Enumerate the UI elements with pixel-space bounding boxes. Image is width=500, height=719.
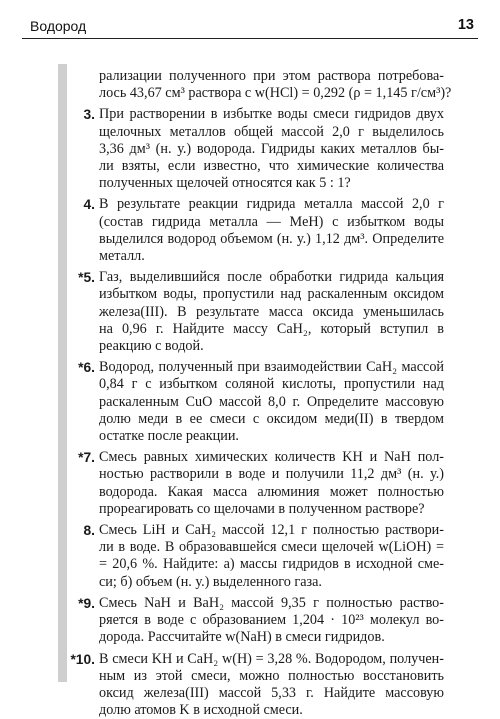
text-line: на 0,96 г. Найдите массу CaH₂, который вступил в: [99, 321, 444, 338]
problem-number: 8.: [44, 522, 95, 539]
text-line: Водород, полученный при взаимодействии CaH₂ массой: [99, 359, 444, 376]
text-line: (состав гидрида металла — MeH) с избытком воды: [99, 214, 444, 231]
text-line: избытком воды, пропустили над раскаленным оксидом: [99, 286, 444, 303]
text-line: ряется в воде с образованием 1,204 · 10²³ молекул во-: [99, 612, 444, 629]
text-line: водорода. Какая масса алюминия может полностью: [99, 484, 444, 501]
problem-number: *10.: [44, 651, 95, 668]
problem-number: *5.: [44, 269, 95, 286]
text-line: си; б) объем (н. у.) выделенного газа.: [99, 574, 444, 591]
page-number: 13: [458, 17, 474, 33]
text-line: ли взяты, если известно, что химические количества: [99, 158, 444, 175]
problem-2-continuation: [44, 68, 444, 102]
problem-list: [44, 68, 444, 719]
text-line: выделился водород объемом (н. у.) 1,12 дм³. Определите: [99, 231, 444, 248]
text-line: 0,84 г с избытком соляной кислоты, пропустили над: [99, 376, 444, 393]
text-line: Газ, выделившийся после обработки гидрида кальция: [99, 269, 444, 286]
text-line: При растворении в избытке воды смеси гидридов двух: [99, 106, 444, 123]
text-line: = 20,6 %. Найдите: а) массы гидридов в исходной сме-: [99, 556, 444, 573]
text-line: дорода. Рассчитайте w(NaH) в смеси гидридов.: [99, 629, 444, 646]
text-line: прореагировать со щелочами в полученном растворе?: [99, 501, 444, 518]
text-line: рализации полученного при этом раствора потребова-: [99, 68, 444, 85]
problem-4: [44, 196, 444, 265]
text-line: лось 43,67 см³ раствора с w(HCl) = 0,292 (ρ = 1,145 г/см³)?: [99, 85, 444, 102]
problem-6: [44, 359, 444, 445]
page-header: [22, 8, 478, 39]
text-line: 3,36 дм³ (н. у.) водорода. Гидриды каких металлов бы-: [99, 141, 444, 158]
text-line: полученных щелочей относятся как 5 : 1?: [99, 175, 444, 192]
text-line: железа(III). В результате масса оксида уменьшилась: [99, 304, 444, 321]
text-line: Смесь равных химических количеств KH и NaH пол-: [99, 449, 444, 466]
problem-5: [44, 269, 444, 355]
text-line: ностью растворили в воде и получили 11,2 дм³ (н. у.): [99, 466, 444, 483]
text-line: раскаленным CuO массой 8,0 г. Определите массовую: [99, 394, 444, 411]
problem-number: 4.: [44, 196, 95, 213]
text-line: В результате реакции гидрида металла массой 2,0 г: [99, 196, 444, 213]
text-line: долю меди в ее смеси с оксидом меди(II) в твердом: [99, 411, 444, 428]
text-line: В смеси KH и CaH₂ w(H) = 3,28 %. Водородом, получен-: [99, 651, 444, 668]
text-line: остатке после реакции.: [99, 428, 444, 445]
text-line: Смесь LiH и CaH₂ массой 12,1 г полностью раствори-: [99, 522, 444, 539]
text-line: долю атомов K в исходной смеси.: [99, 702, 444, 719]
text-line: щелочных металлов общей массой 2,0 г выделилось: [99, 124, 444, 141]
problem-3: [44, 106, 444, 192]
problem-number: *6.: [44, 359, 95, 376]
running-title: Водород: [30, 18, 86, 34]
problem-8: [44, 522, 444, 591]
text-line: реакцию с водой.: [99, 338, 444, 355]
problem-number: 3.: [44, 106, 95, 123]
problem-number: *7.: [44, 449, 95, 466]
text-line: Смесь NaH и BaH₂ массой 9,35 г полностью раство-: [99, 595, 444, 612]
text-line: оксид железа(III) массой 5,33 г. Найдите массовую: [99, 685, 444, 702]
problem-9: [44, 595, 444, 647]
text-line: металл.: [99, 248, 444, 265]
problem-10: [44, 651, 444, 719]
text-line: ным из этой смеси, можно полностью восстановить: [99, 668, 444, 685]
problem-7: [44, 449, 444, 518]
text-line: ли в воде. В образовавшейся смеси щелочей w(LiOH) =: [99, 539, 444, 556]
problem-number: *9.: [44, 595, 95, 612]
